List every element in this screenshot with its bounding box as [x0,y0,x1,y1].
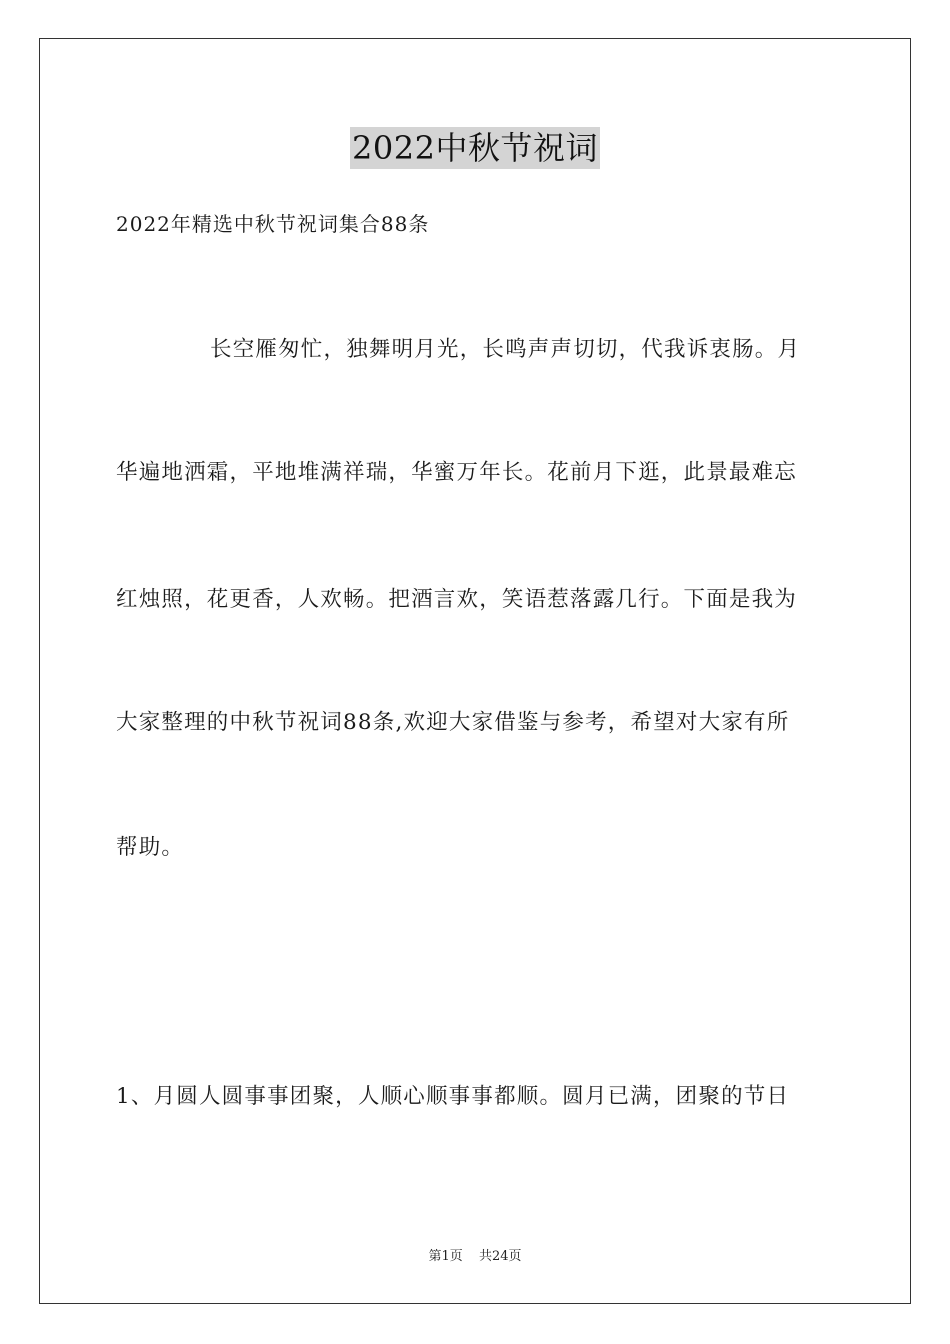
intro-line-3: 红烛照，花更香，人欢畅。把酒言欢，笑语惹落露几行。下面是我为 [116,587,798,612]
item-line-1: 1、月圆人圆事事团聚，人顺心顺事事都顺。圆月已满，团聚的节日 [116,1084,790,1109]
intro-line-1: 长空雁匆忙，独舞明月光，长鸣声声切切，代我诉衷肠。月 [210,337,801,362]
title-container [0,127,950,169]
page-number: 第1页 [428,1249,463,1264]
document-subtitle: 2022年精选中秋节祝词集合88条 [116,212,430,236]
intro-line-5: 帮助。 [116,835,185,860]
page-total: 共24页 [478,1249,522,1264]
intro-line-2: 华遍地洒霜，平地堆满祥瑞，华蜜万年长。花前月下逛，此景最难忘 [116,460,798,485]
document-title: 2022中秋节祝词 [352,129,598,167]
page-footer [0,1248,950,1266]
intro-line-4: 大家整理的中秋节祝词88条,欢迎大家借鉴与参考，希望对大家有所 [116,710,790,735]
